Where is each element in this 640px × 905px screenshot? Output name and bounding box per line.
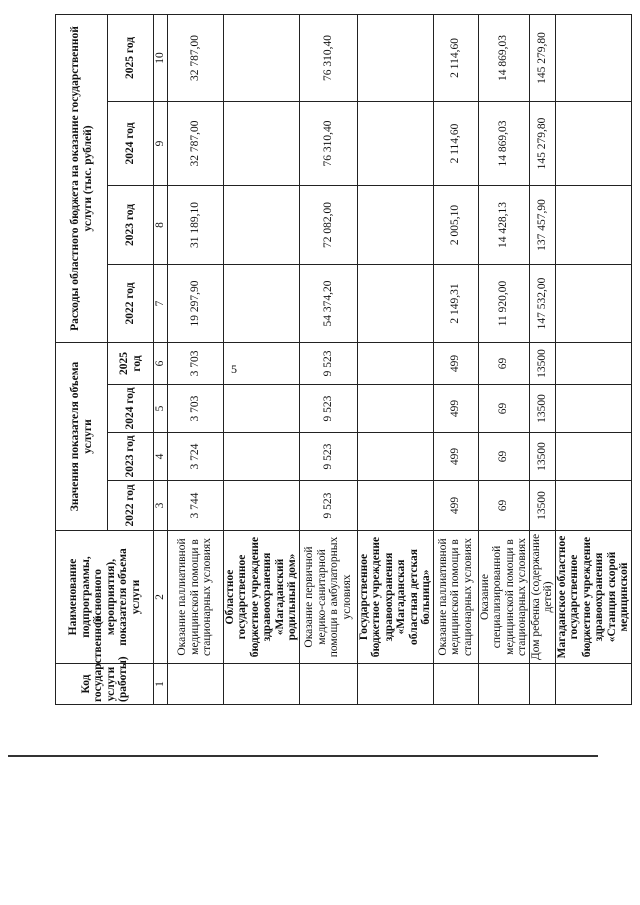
- institution-name: Государственное бюджетное учреждение здравоохранения «Магаданская областная детская больница»: [357, 531, 433, 664]
- column-number: 7: [154, 264, 168, 342]
- expense-value: 137 457,90: [529, 185, 555, 264]
- expense-value: 76 310,40: [299, 101, 357, 185]
- row-name: Оказание паллиативной медицинской помощи в стационарных условиях: [167, 531, 223, 664]
- expense-value: 19 297,90: [167, 264, 223, 342]
- expense-value: 147 532,00: [529, 264, 555, 342]
- expense-value: 2 005,10: [433, 185, 478, 264]
- volume-value: 499: [433, 433, 478, 481]
- column-number: 4: [154, 433, 168, 481]
- table-row: [529, 14, 555, 704]
- table-row: [299, 14, 357, 704]
- row-name: Оказание паллиативной медицинской помощи в стационарных условиях: [433, 531, 478, 664]
- volume-value: 13500: [529, 433, 555, 481]
- expense-value: 2 149,31: [433, 264, 478, 342]
- budget-table: [55, 14, 632, 705]
- row-name: Дом ребенка (содержание детей): [529, 531, 555, 664]
- column-number: 5: [154, 385, 168, 433]
- expense-value: 76 310,40: [299, 14, 357, 101]
- column-number: 9: [154, 101, 168, 185]
- expense-value: 11 920,00: [478, 264, 529, 342]
- row-name: Оказание специализированной медицинской помощи в стационарных условиях: [478, 531, 529, 664]
- volume-value: 13500: [529, 385, 555, 433]
- volume-value: 69: [478, 481, 529, 531]
- expense-value: 2 114,60: [433, 101, 478, 185]
- volume-value: 3 703: [167, 385, 223, 433]
- header-name: Наименование подпрограммы, (основного мероприятия), показателя объема услуги: [56, 531, 154, 664]
- header-expense-year: 2025 год: [108, 14, 154, 101]
- table-row: [167, 14, 223, 704]
- column-number: 1: [154, 664, 168, 705]
- volume-value: 69: [478, 433, 529, 481]
- header-expense-year: 2024 год: [108, 101, 154, 185]
- volume-value: 9 523: [299, 481, 357, 531]
- header-code: Код государственной услуги (работы): [56, 664, 154, 705]
- header-volume-year: 2023 год: [108, 433, 154, 481]
- expense-value: 2 114,60: [433, 14, 478, 101]
- header-volume-year: 2022 год: [108, 481, 154, 531]
- header-expense-year: 2022 год: [108, 264, 154, 342]
- header-volume-year: 2025 год: [108, 342, 154, 384]
- institution-name: Областное государственное бюджетное учреждение здравоохранения «Магаданский родильный дом»: [223, 531, 299, 664]
- volume-value: 499: [433, 481, 478, 531]
- volume-value: 499: [433, 342, 478, 384]
- volume-value: 3 744: [167, 481, 223, 531]
- column-number: 10: [154, 14, 168, 101]
- column-number: 2: [154, 531, 168, 664]
- header-expense-group: Расходы областного бюджета на оказание государственной услуги (тыс. рублей): [56, 14, 108, 342]
- page-number: 5: [231, 362, 237, 376]
- volume-value: 3 703: [167, 342, 223, 384]
- expense-value: 14 869,03: [478, 101, 529, 185]
- expense-value: 32 787,00: [167, 101, 223, 185]
- volume-value: 9 523: [299, 433, 357, 481]
- volume-value: 13500: [529, 342, 555, 384]
- column-number: 3: [154, 481, 168, 531]
- column-number: 8: [154, 185, 168, 264]
- expense-value: 54 374,20: [299, 264, 357, 342]
- column-number: 6: [154, 342, 168, 384]
- table-row: [478, 14, 529, 704]
- volume-value: 69: [478, 385, 529, 433]
- volume-value: 13500: [529, 481, 555, 531]
- expense-value: 145 279,80: [529, 14, 555, 101]
- header-volume-group: Значения показателя объема услуги: [56, 342, 108, 530]
- row-name: Оказание первичной медико-санитарной помощи в амбулаторных условиях: [299, 531, 357, 664]
- expense-value: 32 787,00: [167, 14, 223, 101]
- volume-value: 3 724: [167, 433, 223, 481]
- header-volume-year: 2024 год: [108, 385, 154, 433]
- volume-value: 9 523: [299, 342, 357, 384]
- expense-value: 14 428,13: [478, 185, 529, 264]
- volume-value: 69: [478, 342, 529, 384]
- table-row: [357, 14, 433, 704]
- header-expense-year: 2023 год: [108, 185, 154, 264]
- expense-value: 145 279,80: [529, 101, 555, 185]
- expense-value: 72 082,00: [299, 185, 357, 264]
- rotated-table-container: [55, 15, 630, 705]
- table-row: [223, 14, 299, 704]
- table-row: [555, 14, 631, 704]
- horizontal-rule: [8, 755, 598, 757]
- expense-value: 14 869,03: [478, 14, 529, 101]
- volume-value: 9 523: [299, 385, 357, 433]
- table-row: [433, 14, 478, 704]
- volume-value: 499: [433, 385, 478, 433]
- institution-name: Магаданское областное государственное бюджетное учреждение здравоохранения «Станция скорой медицинской: [555, 531, 631, 664]
- expense-value: 31 189,10: [167, 185, 223, 264]
